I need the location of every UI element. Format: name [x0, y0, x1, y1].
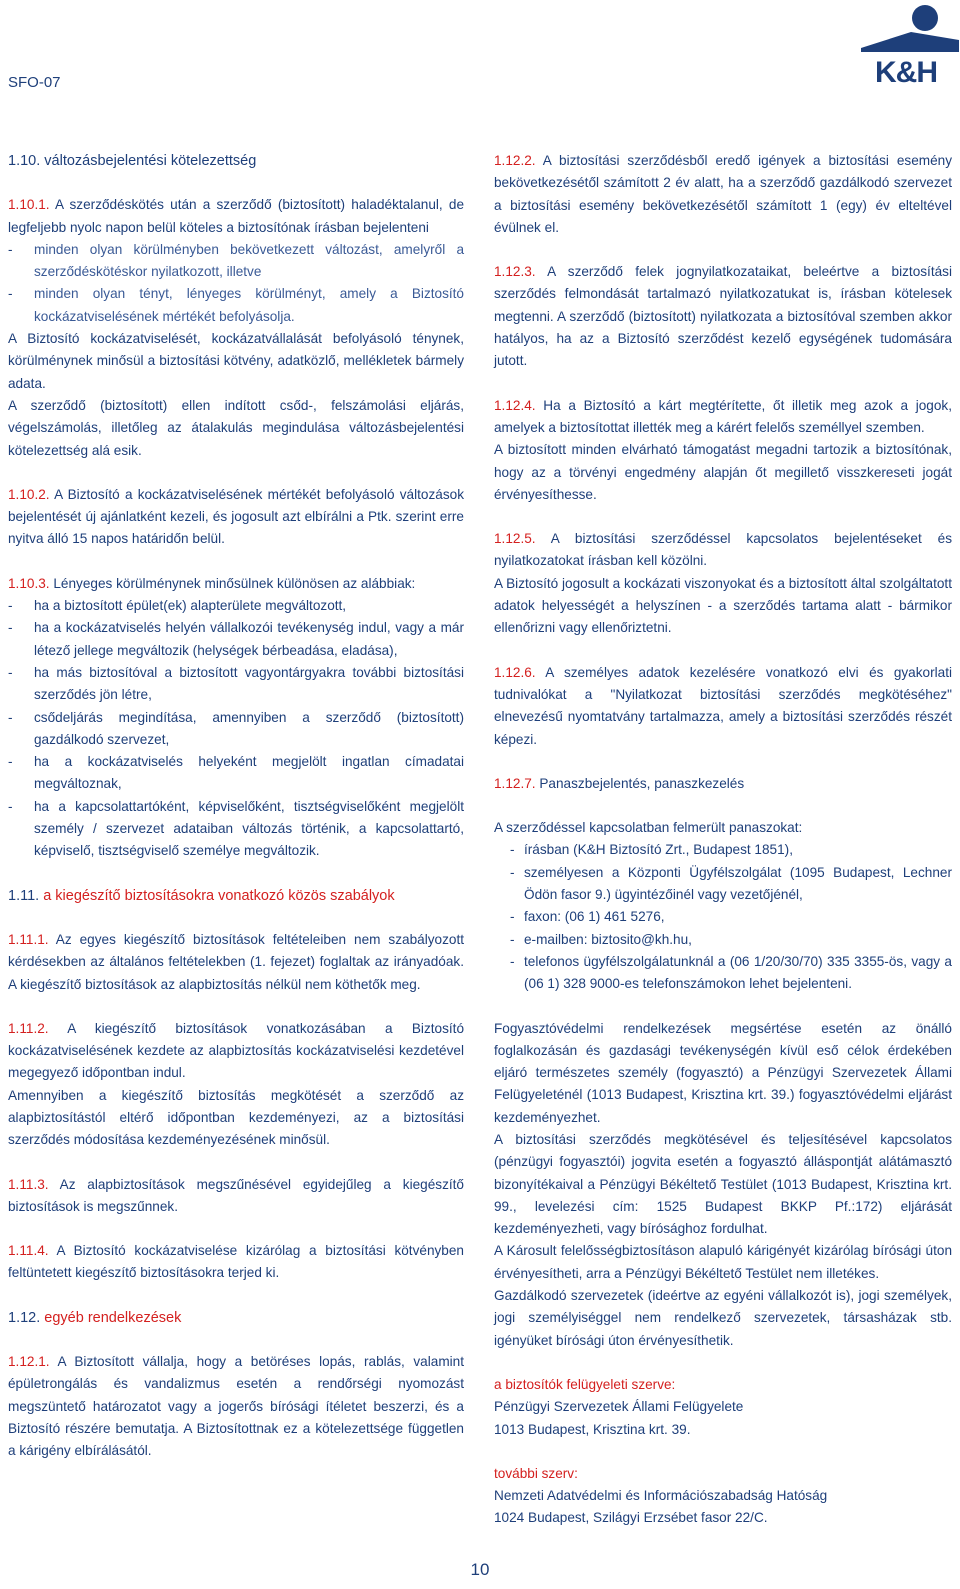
- paragraph: A Károsult felelősségbiztosításon alapuló kárigényét kizárólag bírósági úton érvényesítheti, arra a Pénzügyi Békéltető Testület nem illetékes.: [494, 1243, 952, 1281]
- paragraph: Amennyiben a kiegészítő biztosítás megkötését a szerződő az alapbiztosítástól eltérő időpontban kezdeményezi, az a biztosítási szerződés módosítása kezdeményezésének minősül.: [8, 1087, 464, 1148]
- list-item: - minden olyan körülményben bekövetkezett változást, amelyről a szerződéskötéskor nyilatkozott, illetve: [8, 241, 464, 280]
- list-item: - faxon: (06 1) 461 5276,: [510, 909, 665, 925]
- list-item: - személyesen a Központi Ügyfélszolgálat (1095 Budapest, Lechner Ödön fasor 9.) ügyintézőinél vagy vezetőjénél,: [510, 864, 952, 903]
- supervisor-title: a biztosítók felügyeleti szerve:: [494, 1376, 676, 1392]
- clause-1-11-1: 1.11.1. Az egyes kiegészítő biztosítások feltételeiben nem szabályozott kérdésekben az általános feltételekben (1. fejezet) foglaltak az irányadóak. A kiegészítő biztosítások az alapbiztosítás nélkül nem köthetők meg.: [8, 931, 464, 992]
- section-heading-1-11: 1.11. a kiegészítő biztosításokra vonatkozó közös szabályok: [8, 887, 395, 904]
- section-heading-1-12: 1.12. egyéb rendelkezések: [8, 1309, 182, 1326]
- list-item: - minden olyan tényt, lényeges körülményt, amely a Biztosító kockázatviselésének mértékét befolyásolja.: [8, 286, 464, 324]
- clause-1-10-1: 1.10.1. A szerződéskötés után a szerződő (biztosított) haladéktalanul, de legfeljebb nyolc napon belül köteles a biztosítónak írásban bejelenteni: [8, 197, 464, 235]
- paragraph: Gazdálkodó szervezetek (ideértve az egyéni vállalkozót is), jogi személyek, jogi személyiséggel nem rendelkező szervezetek, társasházak stb. igényüket bírósági úton érvényesíthetik.: [494, 1288, 952, 1348]
- list-item: - írásban (K&H Biztosító Zrt., Budapest 1851),: [510, 842, 793, 858]
- supervisor-name: Pénzügyi Szervezetek Állami Felügyelete: [494, 1399, 744, 1415]
- paragraph: Fogyasztóvédelmi rendelkezések megsértése esetén az önálló foglalkozásán és gazdasági tevékenységén kívül eső célok érdekében eljáró természetes személy (fogyasztó) a Pénzügyi Szervezetek Állami Felügyeleténél (1013 Budapest, Krisztina krt. 39.) fogyasztóvédelmi eljárást kezdeményezhet.: [494, 1020, 952, 1125]
- clause-1-12-4: 1.12.4. Ha a Biztosító a kárt megtérítette, őt illetik meg azok a jogok, amelyek a biztosítottat illették meg a kárért felelős személlyel szemben.: [494, 397, 952, 435]
- section-heading-1-10: 1.10. változásbejelentési kötelezettség: [8, 153, 257, 169]
- clause-1-12-5: 1.12.5. A biztosítási szerződéssel kapcsolatos bejelentéseket és nyilatkozatokat írásban kell közölni.: [494, 531, 952, 569]
- clause-1-12-7: 1.12.7. Panaszbejelentés, panaszkezelés: [494, 775, 745, 791]
- paragraph: A Biztosító kockázatviselését, kockázatvállalását befolyásoló ténynek, körülménynek minősül a biztosítási kötvény, adatközlő, mellékletek bármely adata.: [8, 331, 464, 391]
- clause-1-11-4: 1.11.4. A Biztosító kockázatviselése kizárólag a biztosítási kötvényben feltüntetett kiegészítő biztosításokra terjed ki.: [8, 1243, 464, 1281]
- paragraph: A szerződő (biztosított) ellen indított csőd-, felszámolási eljárás, végelszámolás, illetőleg az átalakulás megindulása változásbejelentési kötelezettség alá esik.: [8, 397, 464, 458]
- clause-1-12-1: 1.12.1. A Biztosított vállalja, hogy a betöréses lopás, rablás, valamint épületrongálás és vandalizmus esetén a rendőrségi nyomozást megszüntető határozatot vagy a jogerős bírósági ítéletet beszerzi, és a Biztosító részére bemutatja. A Biztosítottnak ez a kötelezettsége független a kárigény elbírálásától.: [8, 1354, 465, 1459]
- list-item: - csődeljárás megindítása, amennyiben a szerződő (biztosított) gazdálkodó szervezet,: [8, 709, 464, 747]
- list-item: - ha a kockázatviselés helyén vállalkozói tevékenység indul, vagy a már létező jellege megváltozik (helységek bérbeadása, eladása),: [8, 620, 464, 658]
- paragraph: A biztosított minden elvárható támogatást megadni tartozik a biztosítónak, hogy az a törvényi engedmény alapján őt megillető visszkereseti jogát érvényesíthesse.: [494, 442, 952, 502]
- paragraph: A biztosítási szerződés megkötésével és teljesítésével kapcsolatos (pénzügyi fogyasztói) jogvita esetén a fogyasztó álláspontját alátámasztó bizonyítékaival a Pénzügyi Békéltető Testület (1013 Budapest, Krisztina krt. 99., levelezési cím: 1525 Budapest BKKP Pf.:172) eljárását kezdeményezheti, vagy bírósághoz fordulhat.: [494, 1131, 952, 1237]
- clause-1-12-6: 1.12.6. A személyes adatok kezelésére vonatkozó elvi és gyakorlati tudnivalókat a "Nyilatkozat biztosítási szerződés megkötéséhez" elnevezésű nyomtatvány tartalmazza, amely a biztosítási szerződés részét képezi.: [494, 664, 953, 747]
- clause-1-10-2: 1.10.2. A Biztosító a kockázatviselésének mértékét befolyásoló változások bejelentését új ajánlatként kezeli, és jogosult azt elbírálni a Ptk. szerint erre nyitva álló 15 napos határidőn belül.: [8, 486, 464, 547]
- other-authority-name: Nemzeti Adatvédelmi és Információszabadság Hatóság: [494, 1488, 828, 1504]
- other-authority-title: további szerv:: [494, 1465, 578, 1481]
- page-number: 10: [470, 1560, 490, 1579]
- paragraph: A Biztosító jogosult a kockázati viszonyokat és a biztosított által szolgáltatott adatok helyességét a helyszínen - a szerződés tartama alatt - bármikor ellenőrizni vagy ellenőriztetni.: [494, 575, 952, 636]
- clause-1-10-3: 1.10.3. Lényeges körülménynek minősülnek különösen az alábbiak:: [8, 575, 416, 591]
- supervisor-address: 1013 Budapest, Krisztina krt. 39.: [494, 1421, 691, 1437]
- other-authority-address: 1024 Budapest, Szilágyi Erzsébet fasor 22/C.: [494, 1510, 768, 1526]
- list-item: - telefonos ügyfélszolgálatunknál a (06 1/20/30/70) 335 3355-ös, vagy a (06 1) 328 9000-es telefonszámokon lehet bejelenteni.: [510, 953, 952, 992]
- list-item: - e-mailben: biztosito@kh.hu,: [510, 931, 692, 947]
- clause-1-11-3: 1.11.3. Az alapbiztosítások megszűnésével egyidejűleg a kiegészítő biztosítások is megszűnnek.: [8, 1176, 464, 1214]
- list-item: - ha más biztosítóval a biztosított vagyontárgyakra további biztosítási szerződés jön létre,: [8, 664, 464, 703]
- kh-logo: [853, 4, 959, 88]
- clause-1-12-3: 1.12.3. A szerződő felek jognyilatkozataikat, beleértve a biztosítási szerződés felmondását tartalmazó nyilatkozatukat is, írásban kötelesek megtenni. A szerződő (biztosított) nyilatkozata a biztosítóval szemben akkor hatályos, ha az a Biztosító szerződést kezelő egységének tudomására jutott.: [494, 264, 952, 369]
- complaint-intro: A szerződéssel kapcsolatban felmerült panaszokat:: [494, 820, 803, 836]
- right-column: [494, 150, 952, 1530]
- list-item: - ha a biztosított épület(ek) alapterülete megváltozott,: [8, 598, 347, 614]
- list-item: - ha a kockázatviselés helyeként megjelölt ingatlan címadatai megváltoznak,: [8, 754, 464, 792]
- doc-code: SFO-07: [8, 74, 61, 91]
- clause-1-11-2: 1.11.2. A kiegészítő biztosítások vonatkozásában a Biztosító kockázatviselésének kezdete az alapbiztosítás kockázatviselési kezdetével megegyező időpontban indul.: [8, 1020, 464, 1081]
- logo-mark-icon: [853, 4, 959, 52]
- list-item: - ha a kapcsolattartóként, képviselőként, tisztségviselőként megjelölt személy / szervezet adataiban változás történik, a kapcsolattartó, képviselő, tisztségviselő személye megváltozik.: [8, 798, 464, 859]
- logo-text: K&H: [875, 56, 937, 89]
- left-column: [8, 150, 464, 1463]
- clause-1-12-2: 1.12.2. A biztosítási szerződésből eredő igények a biztosítási esemény bekövetkezésétől számított 2 év alatt, ha a szerződő gazdálkodó szervezet a biztosítási esemény bekövetkezésétől számított 1 (egy) év elteltével évülnek el.: [494, 153, 953, 235]
